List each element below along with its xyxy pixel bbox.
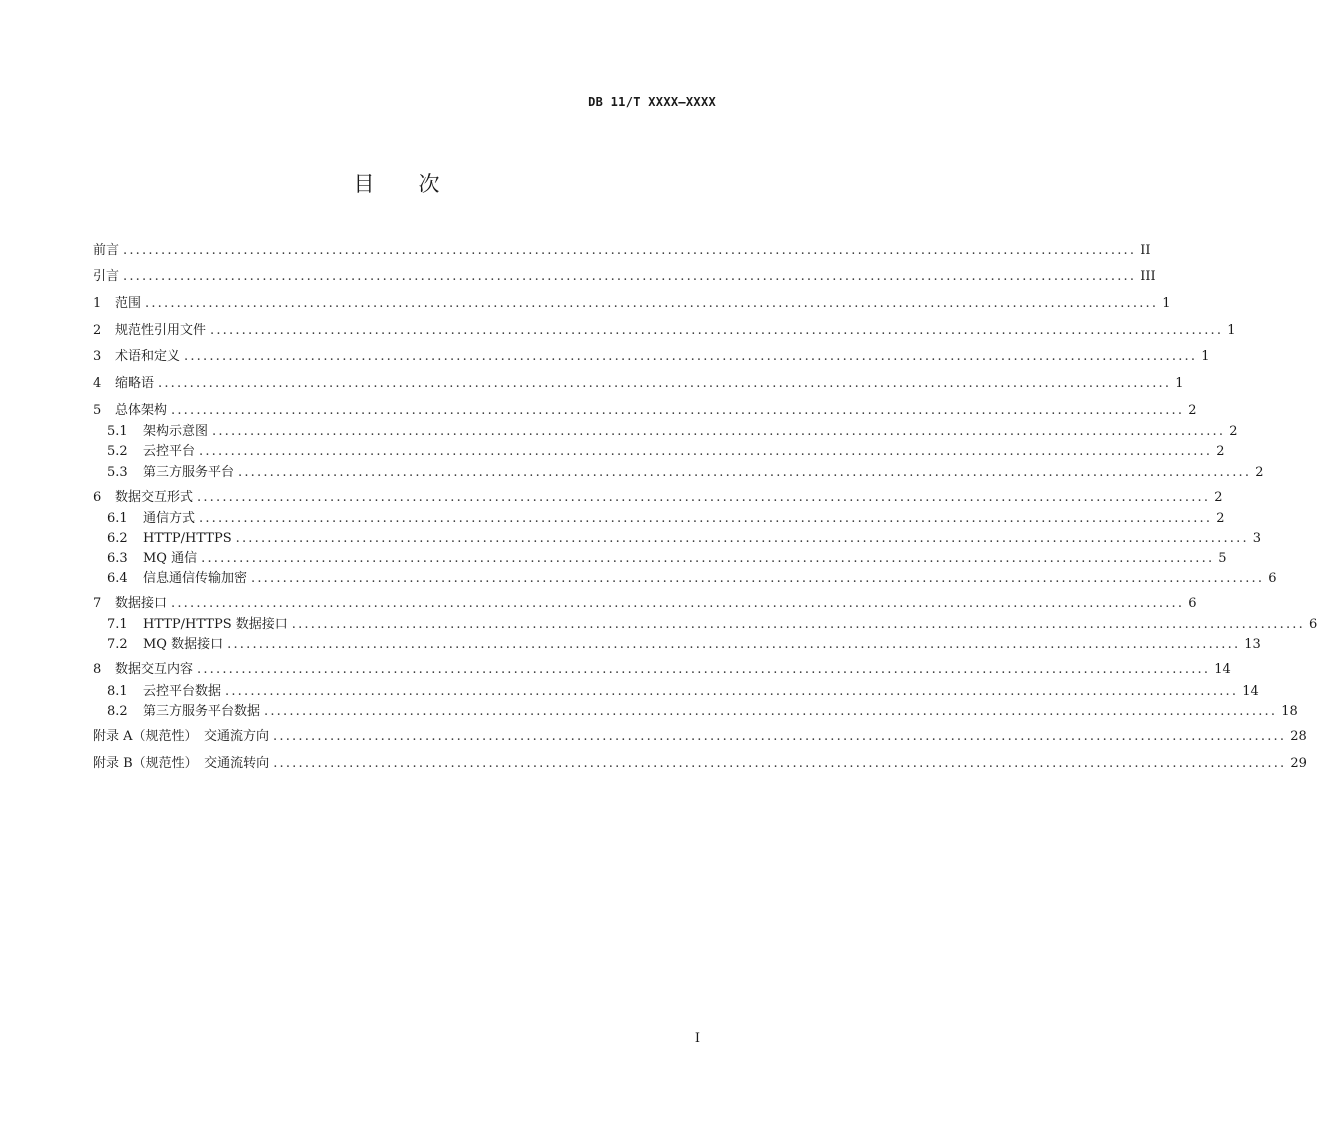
toc-entry-label: 数据交互形式 [115, 490, 194, 505]
toc-dot-leader: ................................................................................................................................................................ [158, 376, 1172, 391]
toc-entry[interactable] [93, 550, 1227, 568]
toc-entry-label: 引言 [93, 269, 120, 284]
toc-entry-number: 7.1 [107, 617, 128, 632]
toc-dot-leader: ................................................................................................................................................................ [197, 490, 1211, 505]
toc-entry[interactable] [93, 683, 1259, 701]
toc-dot-leader: ................................................................................................................................................................ [145, 296, 1159, 311]
toc-entry[interactable] [93, 616, 1317, 634]
toc-entry-label: 云控平台 [143, 444, 196, 459]
toc-entry-page: 2 [1188, 403, 1197, 418]
toc-dot-leader: ................................................................................................................................................................ [197, 662, 1211, 677]
toc-entry-label: MQ 通信 [143, 551, 198, 566]
toc-entry[interactable] [93, 703, 1298, 721]
toc-entry-number: 5 [93, 403, 102, 418]
toc-entry-page: 2 [1214, 490, 1223, 505]
toc-entry-number: 3 [93, 349, 102, 364]
toc-entry-label: 附录 A（规范性） 交通流方向 [93, 729, 270, 744]
toc-entry-page: 28 [1290, 729, 1307, 744]
toc-dot-leader: ................................................................................................................................................................ [273, 756, 1287, 771]
toc-entry-page: 3 [1252, 531, 1262, 546]
toc-entry[interactable] [93, 530, 1262, 548]
toc-entry[interactable] [93, 489, 1223, 507]
toc-entry-label: 缩略语 [115, 376, 155, 391]
toc-entry-label: HTTP/HTTPS [143, 531, 232, 546]
toc-entry-label: 附录 B（规范性） 交通流转向 [93, 756, 270, 771]
toc-entry-label: HTTP/HTTPS 数据接口 [143, 617, 288, 632]
toc-entry-label: 术语和定义 [115, 349, 181, 364]
document-code: DB 11/T XXXX—XXXX [588, 95, 716, 109]
toc-entry[interactable] [93, 464, 1264, 482]
toc-dot-leader: ................................................................................................................................................................ [199, 511, 1213, 526]
toc-entry[interactable] [93, 595, 1197, 613]
toc-entry-page: 2 [1255, 465, 1264, 480]
toc-entry-page: 14 [1214, 662, 1231, 677]
toc-entry[interactable] [93, 268, 1156, 286]
toc-entry-page: 29 [1290, 756, 1307, 771]
toc-entry-page: 18 [1281, 704, 1298, 719]
toc-entry-number: 8.1 [107, 684, 128, 699]
toc-entry[interactable] [93, 510, 1225, 528]
toc-entry-page: 5 [1218, 551, 1227, 566]
toc-title-char-2: 次 [418, 172, 440, 196]
toc-entry-page: 13 [1244, 637, 1261, 652]
toc-dot-leader: ................................................................................................................................................................ [212, 424, 1226, 439]
toc-dot-leader: ................................................................................................................................................................ [123, 243, 1137, 258]
toc-entry-number: 8.2 [107, 704, 128, 719]
toc-dot-leader: ................................................................................................................................................................ [184, 349, 1198, 364]
toc-entry-page: 1 [1175, 376, 1184, 391]
toc-dot-leader: ................................................................................................................................................................ [238, 465, 1252, 480]
toc-entry-page: 2 [1229, 424, 1238, 439]
toc-entry[interactable] [93, 661, 1231, 679]
toc-entry-page: 6 [1308, 617, 1317, 632]
toc-entry-label: 数据接口 [115, 596, 168, 611]
toc-dot-leader: ................................................................................................................................................................ [123, 269, 1137, 284]
toc-entry-label: MQ 数据接口 [143, 637, 224, 652]
toc-entry-number: 7.2 [107, 637, 128, 652]
toc-dot-leader: ................................................................................................................................................................ [199, 444, 1213, 459]
toc-dot-leader: ................................................................................................................................................................ [201, 551, 1215, 566]
toc-entry-page: 1 [1201, 349, 1210, 364]
toc-entry[interactable] [93, 322, 1236, 340]
toc-title-char-1: 目 [353, 172, 375, 196]
toc-entry-number: 5.1 [107, 424, 128, 439]
toc-dot-leader: ................................................................................................................................................................ [171, 596, 1185, 611]
toc-entry-number: 1 [93, 296, 102, 311]
toc-dot-leader: ................................................................................................................................................................ [264, 704, 1278, 719]
toc-entry[interactable] [93, 443, 1225, 461]
toc-entry-page: 6 [1268, 571, 1277, 586]
toc-dot-leader: ................................................................................................................................................................ [291, 617, 1305, 632]
toc-entry-number: 5.3 [107, 465, 128, 480]
page-number: I [694, 1031, 700, 1046]
toc-entry-label: 范围 [115, 296, 142, 311]
toc-entry-number: 6.3 [107, 551, 128, 566]
toc-entry-label: 信息通信传输加密 [143, 571, 248, 586]
toc-entry-number: 2 [93, 323, 102, 338]
toc-dot-leader: ................................................................................................................................................................ [210, 323, 1224, 338]
toc-entry-number: 4 [93, 376, 102, 391]
toc-dot-leader: ................................................................................................................................................................ [225, 684, 1239, 699]
toc-entry-label: 第三方服务平台数据 [143, 704, 261, 719]
toc-dot-leader: ................................................................................................................................................................ [227, 637, 1241, 652]
toc-entry-number: 8 [93, 662, 102, 677]
toc-entry-label: 架构示意图 [143, 424, 209, 439]
toc-entry-label: 前言 [93, 243, 120, 258]
toc-entry-label: 数据交互内容 [115, 662, 194, 677]
toc-entry[interactable] [93, 402, 1197, 420]
toc-entry[interactable] [93, 423, 1238, 441]
toc-entry[interactable] [93, 755, 1307, 773]
toc-entry-number: 6 [93, 490, 102, 505]
toc-entry-number: 7 [93, 596, 102, 611]
toc-entry-page: III [1140, 269, 1156, 284]
toc-dot-leader: ................................................................................................................................................................ [273, 729, 1287, 744]
toc-entry-page: 1 [1162, 296, 1171, 311]
toc-entry-number: 6.2 [107, 531, 128, 546]
toc-title [0, 168, 793, 198]
toc-entry[interactable] [93, 295, 1171, 313]
toc-entry-page: 14 [1242, 684, 1259, 699]
toc-entry-page: 2 [1216, 511, 1225, 526]
toc-entry[interactable] [93, 242, 1151, 260]
toc-entry-label: 云控平台数据 [143, 684, 222, 699]
toc-entry-number: 6.1 [107, 511, 128, 526]
toc-entry[interactable] [93, 728, 1307, 746]
toc-entry-label: 规范性引用文件 [115, 323, 207, 338]
toc-entry-number: 5.2 [107, 444, 128, 459]
toc-entry-number: 6.4 [107, 571, 128, 586]
toc-entry-page: 6 [1188, 596, 1197, 611]
toc-entry-page: II [1140, 243, 1151, 258]
toc-entry-label: 总体架构 [115, 403, 168, 418]
toc-entry-label: 通信方式 [143, 511, 196, 526]
toc-entry[interactable] [93, 570, 1277, 588]
toc-dot-leader: ................................................................................................................................................................ [251, 571, 1265, 586]
toc-entry[interactable] [93, 636, 1261, 654]
toc-entry[interactable] [93, 375, 1184, 393]
toc-entry-label: 第三方服务平台 [143, 465, 235, 480]
toc-entry-page: 2 [1216, 444, 1225, 459]
toc-dot-leader: ................................................................................................................................................................ [235, 531, 1249, 546]
toc-entry[interactable] [93, 348, 1210, 366]
toc-entry-page: 1 [1227, 323, 1236, 338]
toc-dot-leader: ................................................................................................................................................................ [171, 403, 1185, 418]
